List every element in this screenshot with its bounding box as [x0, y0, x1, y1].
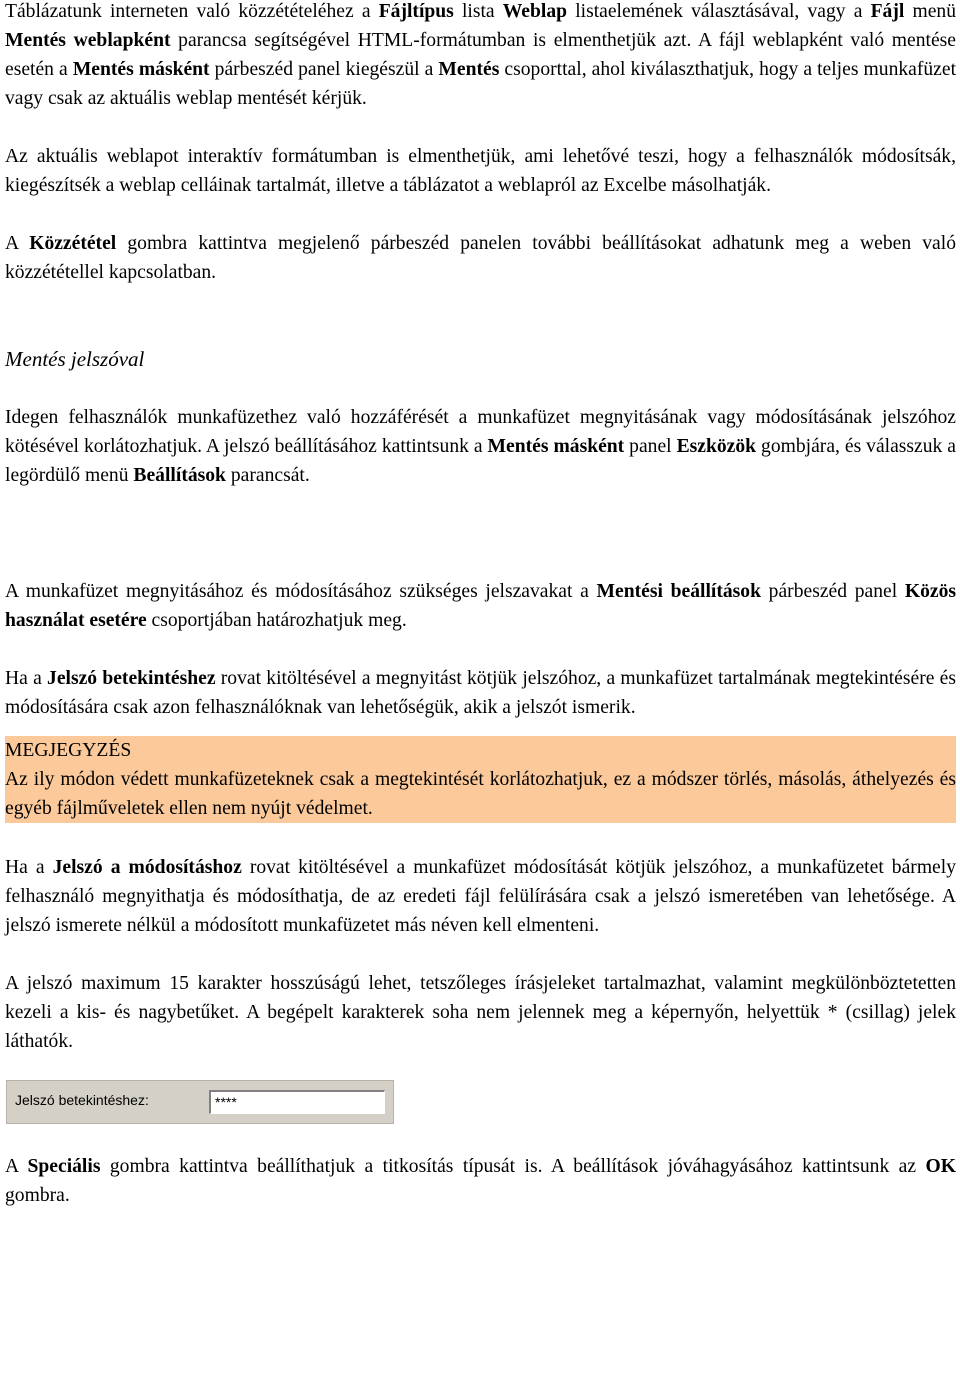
note-text: Az ily módon védett munkafüzeteknek csak a megtekintését korlátozhatjuk, ez a módszer törlés, másolás, áthelyezés és egyéb fájlműveletek ellen nem nyújt védelmet. — [5, 769, 956, 819]
section-heading: Mentés jelszóval — [5, 347, 145, 371]
note-title: MEGJEGYZÉS — [5, 740, 132, 761]
password-label: Jelszó betekintéshez: — [15, 1092, 149, 1108]
paragraph-password-intro: Idegen felhasználók munkafüzethez való hozzáférését a munkafüzet megnyitásának vagy módosításának jelszóhoz kötésével korlátozhatjuk. A jelszó beállításához kattintsunk a Mentés másként panel Eszközök gombjára, és válasszuk a legördülő menü Beállítások parancsát. — [5, 407, 956, 486]
paragraph-save-options: A munkafüzet megnyitásához és módosításához szükséges jelszavakat a Mentési beállítások párbeszéd panel Közös használat esetére csoportjában határozhatjuk meg. — [5, 581, 956, 631]
paragraph-publish-button: A Közzététel gombra kattintva megjelenő párbeszéd panelen további beállításokat adhatunk meg a weben való közzététellel kapcsolatban. — [5, 233, 956, 283]
paragraph-webpage-publish: Táblázatunk interneten való közzétételéhez a Fájltípus lista Weblap listaelemének választásával, vagy a Fájl menü Mentés weblapként parancsa segítségével HTML-formátumban is elmenthetjük azt. A fájl weblapként való mentése esetén a Mentés másként párbeszéd panel kiegészül a Mentés csoporttal, ahol kiválaszthatjuk, hogy a teljes munkafüzet vagy csak az aktuális weblap mentését kérjük. — [5, 1, 957, 109]
password-input[interactable]: **** — [209, 1090, 385, 1114]
password-dialog-snippet — [6, 1080, 394, 1124]
paragraph-view-password: Ha a Jelszó betekintéshez rovat kitöltésével a megnyitást kötjük jelszóhoz, a munkafüzet tartalmának megtekintésére és módosítására csak azon felhasználóknak van lehetőségük, akik a jelszót ismerik. — [5, 668, 956, 718]
paragraph-password-length: A jelszó maximum 15 karakter hosszúságú lehet, tetszőleges írásjeleket tartalmazhat, valamint megkülönböztetetten kezeli a kis- és nagybetűket. A begépelt karakterek soha nem jelennek meg a képernyőn, helyettük * (csillag) jelek láthatók. — [5, 973, 956, 1052]
paragraph-interactive-format: Az aktuális weblapot interaktív formátumban is elmenthetjük, ami lehetővé teszi, hogy a felhasználók módosítsák, kiegészítsék a weblap celláinak tartalmát, illetve a táblázatot a weblapról az Excelbe másolhatják. — [5, 146, 956, 196]
paragraph-modify-password: Ha a Jelszó a módosításhoz rovat kitöltésével a munkafüzet módosítását kötjük jelszóhoz, a munkafüzetet bármely felhasználó megnyithatja és módosíthatja, de az eredeti fájl felülírására csak a jelszó ismeretében van lehetősége. A jelszó ismerete nélkül a módosított munkafüzetet más néven kell elmenteni. — [5, 857, 956, 936]
paragraph-encryption: A Speciális gombra kattintva beállíthatjuk a titkosítás típusát is. A beállítások jóváhagyásához kattintsunk az OK gombra. — [5, 1156, 956, 1206]
note-box — [5, 736, 956, 823]
document-page — [5, 0, 956, 1210]
